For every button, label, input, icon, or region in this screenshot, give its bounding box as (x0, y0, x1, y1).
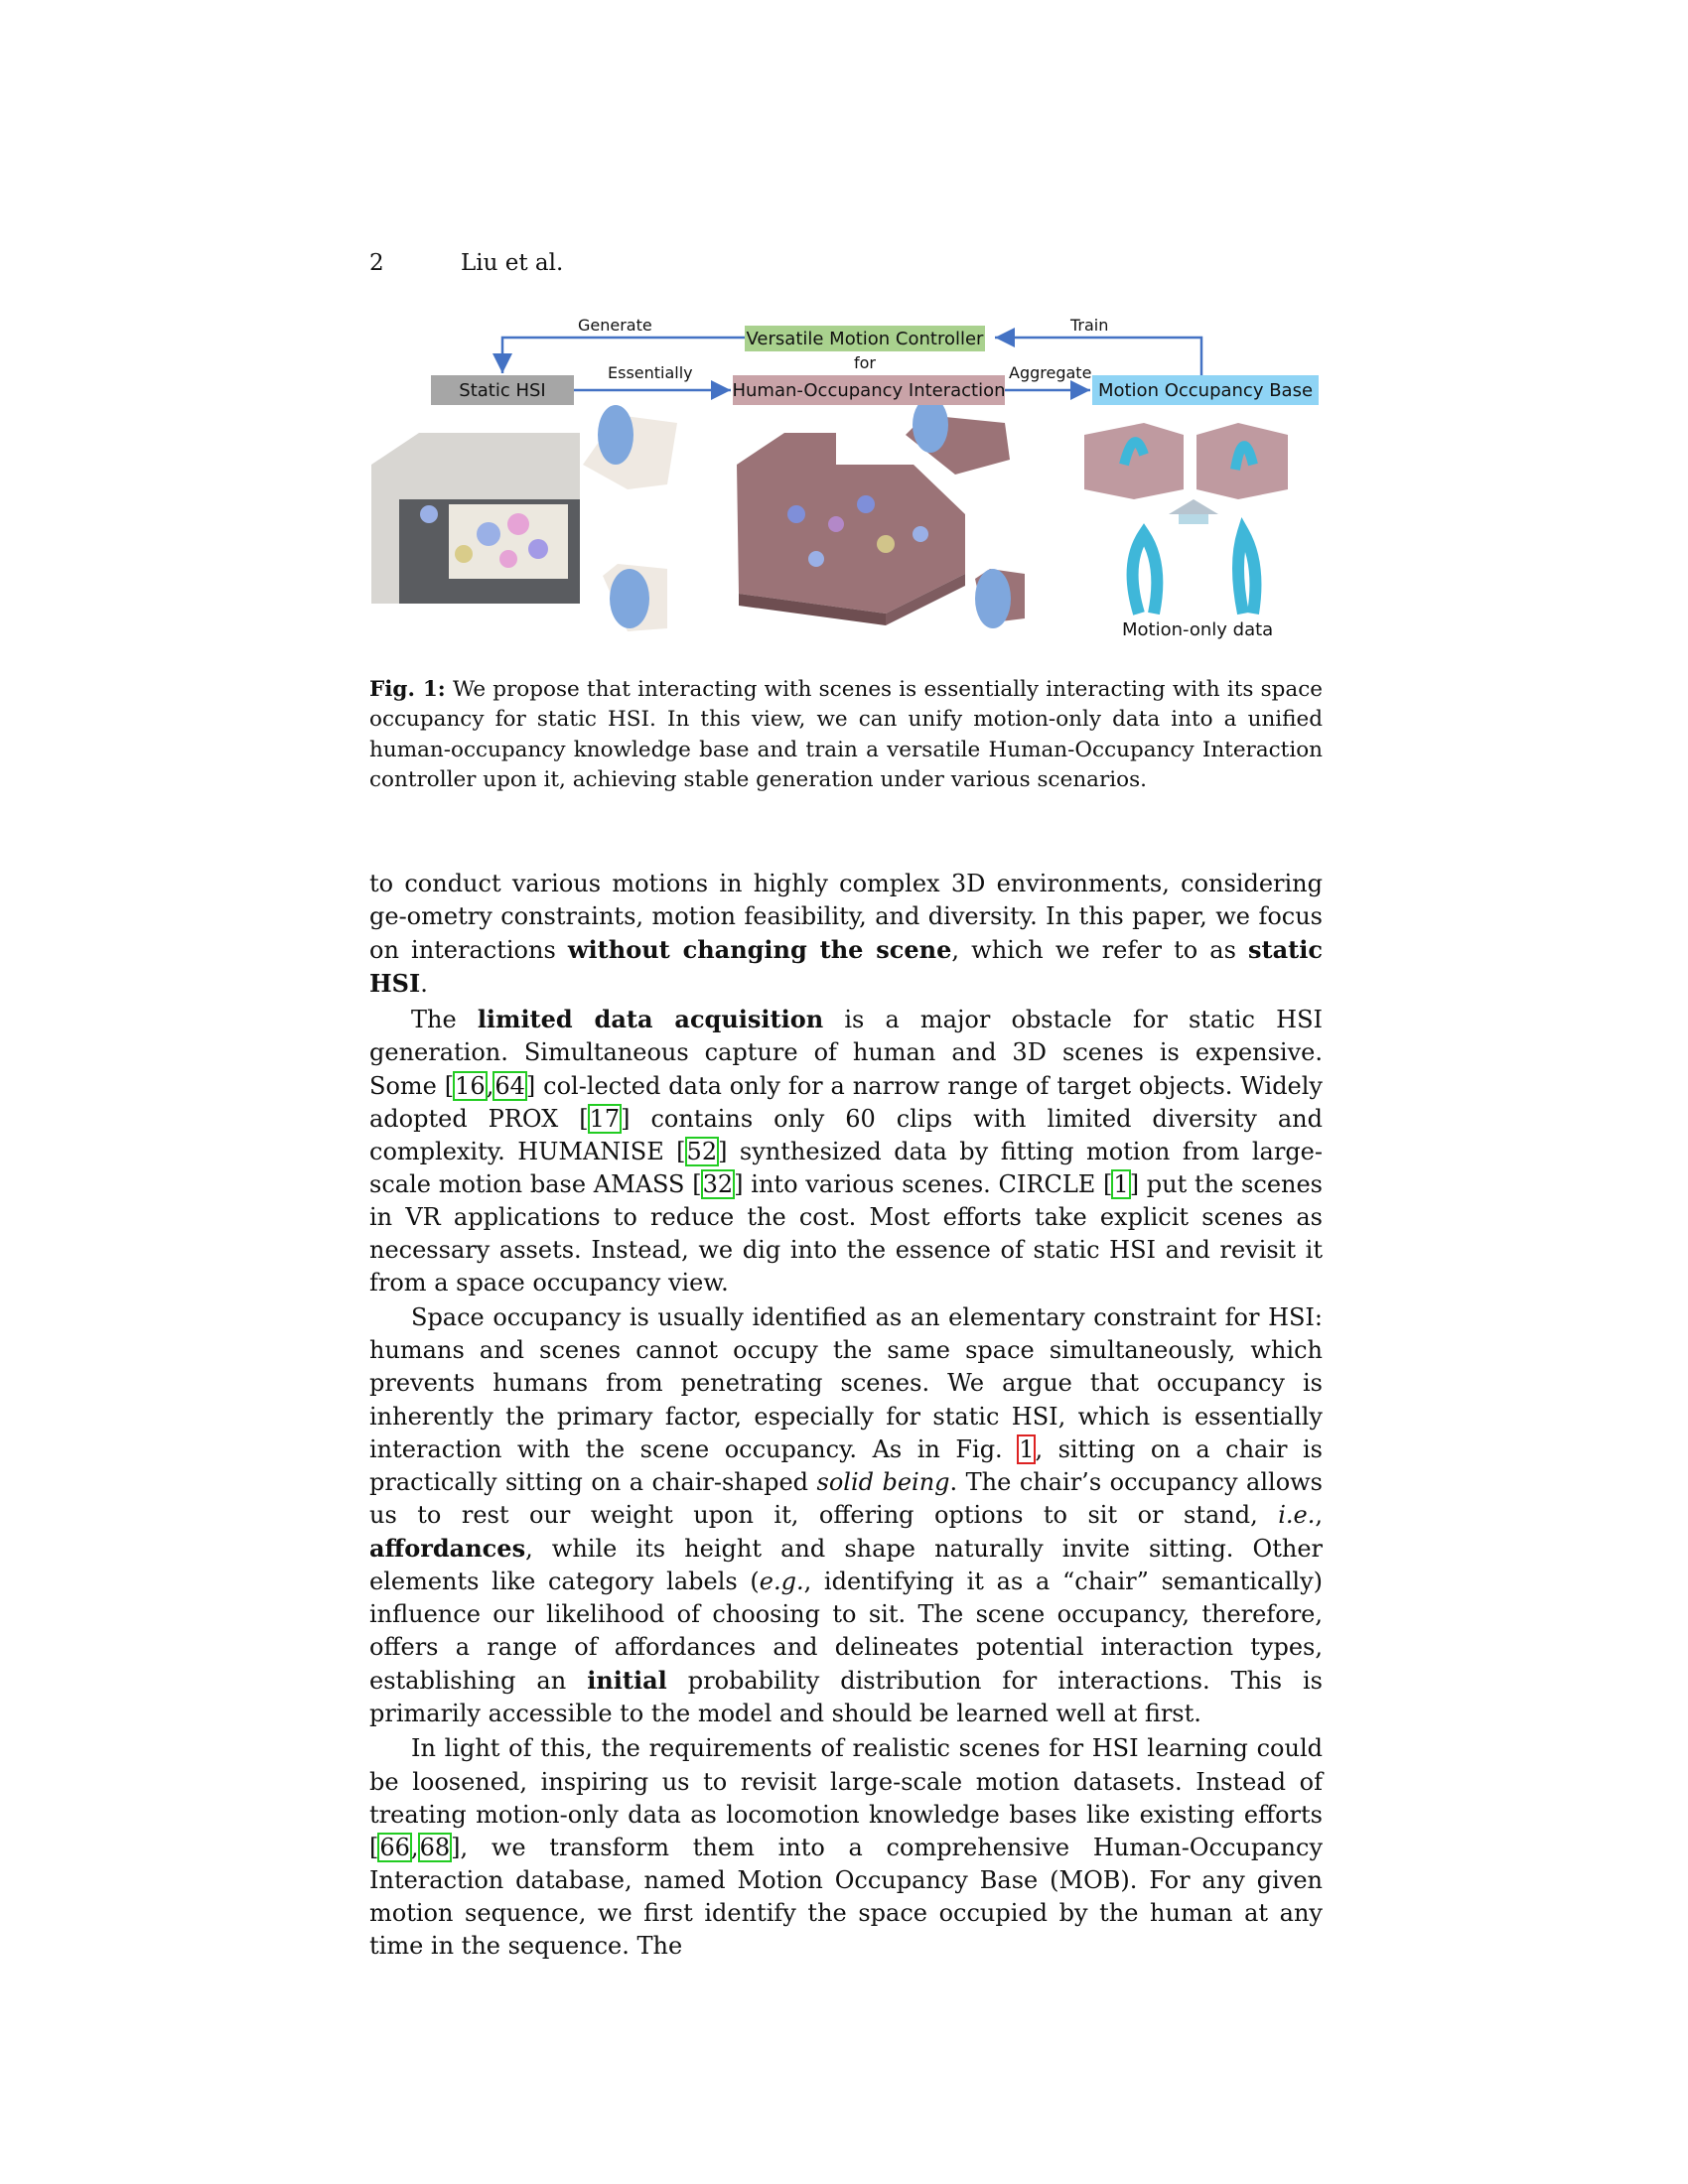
text-run: col-lected data only for a narrow range of target objects. Widely adopted PROX (369, 1071, 1323, 1133)
text-run: probability distribution for interactions. This is primarily accessible to the model and should be learned well at first. (369, 1667, 1323, 1728)
text-run: , while its height and shape naturally invite sitting. Other elements like category labels ( (369, 1534, 1323, 1595)
citation-link[interactable]: 32 (702, 1169, 734, 1198)
motion-occupancy-base-box: Motion Occupancy Base (1092, 375, 1319, 405)
paragraph-2: The limited data acquisition is a major obstacle for static HSI generation. Simultaneous capture of human and 3D scenes is expensive. Some [16,64] col-lected data only for a narrow range of target objects. Widely adopted PROX [17] contains only 60 clips with limited diversity and complexity. HUMANISE [52] synthesized data by fitting motion from large-scale motion base AMASS [32] into various scenes. CIRCLE [1] put the scenes in VR applications to reduce the cost. Most efforts take explicit scenes as necessary assets. Instead, we dig into the essence of static HSI and revisit it from a space occupancy view. (369, 1005, 1323, 1297)
bold-term: static HSI (369, 935, 1323, 999)
citation-link[interactable]: 1 (1113, 1169, 1129, 1198)
citation-link[interactable]: 17 (589, 1104, 621, 1133)
room-scene-image (371, 433, 580, 604)
aggregate-label: Aggregate (1009, 363, 1092, 382)
text-run: to conduct various motions in highly complex 3D environments, considering ge-ometry constraints, motion feasibility, and diversity. In this paper, we focus on interactions (369, 870, 1323, 965)
citation-link[interactable]: 16 (455, 1071, 486, 1100)
text-run: The (411, 1006, 478, 1034)
caption-label: Fig. 1: (369, 677, 446, 702)
running-header (369, 250, 564, 276)
bold-term: without changing the scene (567, 935, 952, 965)
occupancy-human-image-bottom (975, 569, 1025, 628)
italic-term: solid being (816, 1467, 950, 1496)
occupancy-cube-left (1084, 423, 1184, 499)
citation-link[interactable]: 52 (686, 1137, 718, 1165)
figure-1 (369, 316, 1323, 653)
text-run: , (1315, 1500, 1323, 1529)
text-run: . (420, 970, 428, 999)
figure-arrows (369, 316, 1323, 653)
interaction-box: Human-Occupancy Interaction (733, 375, 1005, 405)
italic-term: e.g. (759, 1567, 804, 1595)
controller-box: Versatile Motion Controller (745, 326, 985, 351)
generate-label: Generate (578, 316, 652, 335)
running-author: Liu et al. (461, 250, 564, 276)
body-text (369, 868, 1323, 1963)
citation-link[interactable]: 68 (419, 1833, 451, 1861)
sofa-human-image-top (583, 405, 677, 489)
bold-term: limited data acquisition (477, 1005, 824, 1034)
caption-text: We propose that interacting with scenes is essentially interacting with its space occupancy for static HSI. In this view, we can unify motion-only data into a unified human-occupancy knowledge base and train a versatile Human-Occupancy Interaction controller upon it, achieving stable generation under various scenarios. (369, 677, 1323, 793)
figure-reference-link[interactable]: 1 (1019, 1434, 1035, 1463)
citation-link[interactable]: 66 (379, 1833, 410, 1861)
paragraph-1 (369, 868, 1323, 1001)
motion-only-label: Motion-only data (1122, 619, 1274, 640)
essentially-label: Essentially (608, 363, 693, 382)
up-arrow-icon (1169, 499, 1218, 514)
text-run: . The chair’s occupancy allows us to rest our weight upon it, offering options to sit or stand, (369, 1467, 1324, 1529)
text-run: is a major obstacle for static HSI generation. Simultaneous capture of human and 3D scenes is expensive. Some (369, 1006, 1323, 1100)
text-run: contains only 60 clips with limited diversity and complexity. HUMANISE (369, 1104, 1323, 1165)
occupancy-cube-right (1196, 423, 1288, 499)
occupancy-scene-image (737, 433, 965, 625)
text-run: In light of this, the requirements of realistic scenes for HSI learning could be loosened, inspiring us to revisit large-scale motion datasets. Instead of treating motion-only data as locomotion knowledge bases like existing efforts (369, 1734, 1323, 1829)
chair-human-image-bottom (603, 564, 667, 631)
page-number: 2 (369, 250, 384, 276)
bold-term: initial (587, 1666, 667, 1696)
text-run: put the scenes in VR applications to reduce the cost. Most efforts take explicit scenes as necessary assets. Instead, we dig into the essence of static HSI and revisit it from a space occupancy view. (369, 1169, 1323, 1297)
train-label: Train (1070, 316, 1109, 335)
text-run: , which we refer to as (951, 936, 1249, 965)
text-run: , we transform them into a comprehensive Human-Occupancy Interaction database, named Motion Occupancy Base (MOB). For any given motion sequence, we first identify the space occupied by the human at any time in the sequence. The (369, 1833, 1323, 1960)
static-hsi-box: Static HSI (431, 375, 574, 405)
occupancy-human-image-top (906, 397, 1010, 475)
text-run: , identifying it as a “chair” semantically) influence our likelihood of choosing to sit. The scene occupancy, therefore, offers a range of affordances and delineates potential interaction types, establishing an (369, 1567, 1323, 1696)
motion-only-humans (1133, 532, 1256, 614)
citation-link[interactable]: 64 (494, 1071, 525, 1100)
bold-term: affordances (369, 1533, 526, 1563)
for-label: for (854, 353, 876, 372)
text-run: synthesized data by fitting motion from large-scale motion base AMASS (369, 1137, 1323, 1198)
figure-caption (369, 675, 1323, 796)
text-run: into various scenes. CIRCLE (743, 1169, 1104, 1198)
text-run: , sitting on a chair is practically sitting on a chair-shaped (369, 1434, 1323, 1496)
italic-term: i.e. (1278, 1500, 1316, 1529)
paragraph-4: In light of this, the requirements of realistic scenes for HSI learning could be loosened, inspiring us to revisit large-scale motion datasets. Instead of treating motion-only data as locomotion knowledge bases like existing efforts [66,68], we transform them into a comprehensive Human-Occupancy Interaction database, named Motion Occupancy Base (MOB). For any given motion sequence, we first identify the space occupied by the human at any time in the sequence. The (369, 1734, 1323, 1960)
paragraph-3 (369, 1301, 1323, 1730)
text-run: Space occupancy is usually identified as an elementary constraint for HSI: humans and scenes cannot occupy the same space simultaneously, which prevents humans from penetrating scenes. We argue that occupancy is inherently the primary factor, especially for static HSI, which is essentially interaction with the scene occupancy. As in Fig. (369, 1303, 1323, 1463)
